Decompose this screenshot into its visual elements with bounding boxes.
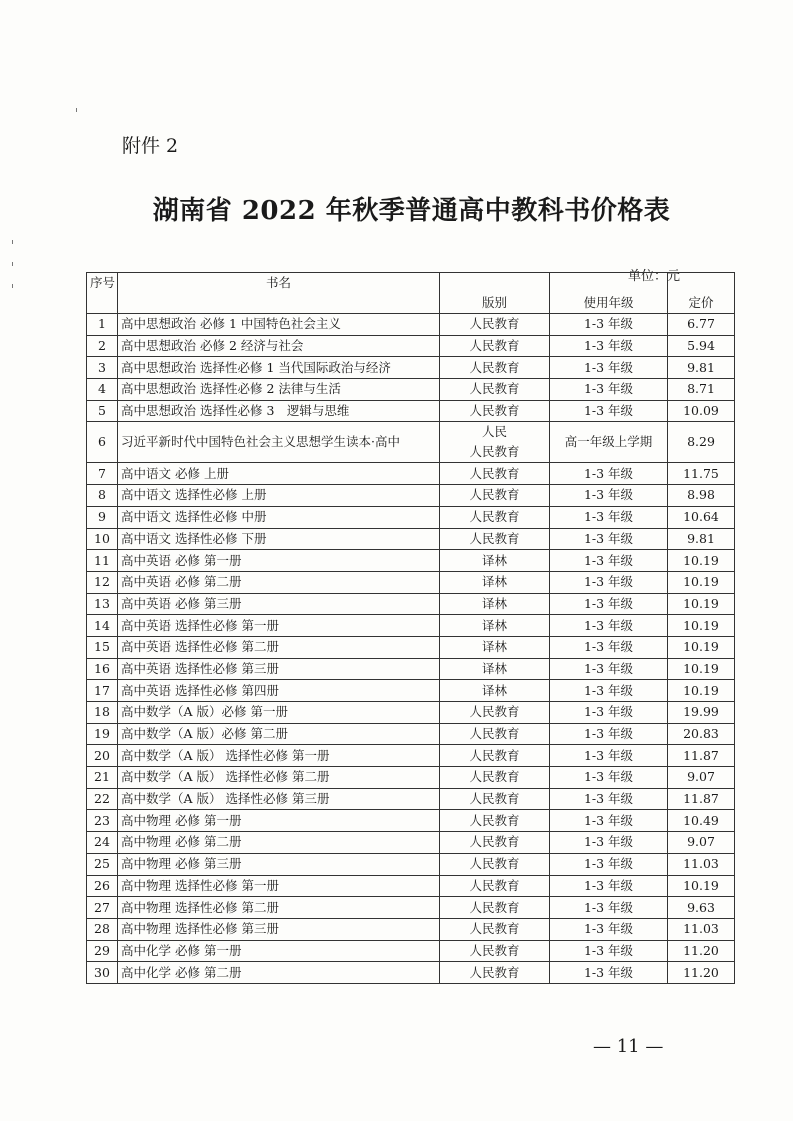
row-grade: 1-3 年级 <box>550 550 668 572</box>
row-no: 30 <box>87 962 118 984</box>
row-no: 11 <box>87 550 118 572</box>
row-name: 高中物理 必修 第二册 <box>118 832 440 854</box>
header-no: 序号 <box>87 273 118 314</box>
row-publisher: 人民教育 <box>440 788 550 810</box>
row-price: 11.75 <box>668 463 735 485</box>
row-grade: 1-3 年级 <box>550 810 668 832</box>
row-no: 16 <box>87 658 118 680</box>
row-name: 高中物理 选择性必修 第一册 <box>118 875 440 897</box>
scan-mark <box>76 108 77 112</box>
row-grade: 1-3 年级 <box>550 940 668 962</box>
table-row <box>87 357 735 379</box>
row-name: 高中语文 选择性必修 上册 <box>118 485 440 507</box>
row-no: 6 <box>87 422 118 463</box>
row-grade: 1-3 年级 <box>550 918 668 940</box>
table-header-row <box>87 273 735 314</box>
row-publisher: 人民教育 <box>440 485 550 507</box>
row-publisher: 人民教育 <box>440 379 550 401</box>
row-price: 11.03 <box>668 918 735 940</box>
row-price: 11.20 <box>668 940 735 962</box>
table-row <box>87 379 735 401</box>
row-grade: 1-3 年级 <box>550 636 668 658</box>
row-name: 高中语文 选择性必修 下册 <box>118 528 440 550</box>
row-price: 10.64 <box>668 506 735 528</box>
row-no: 18 <box>87 702 118 724</box>
row-publisher: 译林 <box>440 636 550 658</box>
row-name: 高中英语 选择性必修 第三册 <box>118 658 440 680</box>
row-no: 27 <box>87 897 118 919</box>
row-publisher: 人民教育 <box>440 962 550 984</box>
row-grade: 1-3 年级 <box>550 400 668 422</box>
row-name: 高中英语 选择性必修 第一册 <box>118 615 440 637</box>
table-row <box>87 810 735 832</box>
table-row <box>87 463 735 485</box>
row-price: 6.77 <box>668 314 735 336</box>
row-price: 10.19 <box>668 875 735 897</box>
row-price: 10.19 <box>668 571 735 593</box>
table-row <box>87 593 735 615</box>
row-publisher: 人民教育 <box>440 875 550 897</box>
header-price: 定价 <box>668 273 735 314</box>
row-no: 4 <box>87 379 118 401</box>
row-name: 高中数学（A 版） 选择性必修 第三册 <box>118 788 440 810</box>
table-row <box>87 940 735 962</box>
table-row <box>87 832 735 854</box>
table-row <box>87 680 735 702</box>
row-price: 8.71 <box>668 379 735 401</box>
price-table <box>86 272 735 984</box>
row-price: 9.07 <box>668 767 735 789</box>
row-no: 24 <box>87 832 118 854</box>
row-name: 高中数学（A 版）必修 第一册 <box>118 702 440 724</box>
row-publisher: 译林 <box>440 550 550 572</box>
table-row <box>87 723 735 745</box>
table-row <box>87 335 735 357</box>
row-no: 21 <box>87 767 118 789</box>
row-no: 2 <box>87 335 118 357</box>
row-publisher: 人民教育 <box>440 314 550 336</box>
row-name: 高中数学（A 版） 选择性必修 第一册 <box>118 745 440 767</box>
row-grade: 1-3 年级 <box>550 528 668 550</box>
row-no: 10 <box>87 528 118 550</box>
row-price: 10.19 <box>668 636 735 658</box>
row-publisher: 人民教育 <box>440 767 550 789</box>
scan-mark <box>12 284 13 288</box>
row-no: 12 <box>87 571 118 593</box>
row-name: 高中语文 选择性必修 中册 <box>118 506 440 528</box>
unit-label: 单位：元 <box>628 269 681 284</box>
row-grade: 1-3 年级 <box>550 335 668 357</box>
row-publisher: 译林 <box>440 571 550 593</box>
row-price: 8.98 <box>668 485 735 507</box>
row-publisher: 人民教育 <box>440 810 550 832</box>
row-grade: 1-3 年级 <box>550 680 668 702</box>
row-name: 高中英语 选择性必修 第四册 <box>118 680 440 702</box>
table-row <box>87 615 735 637</box>
row-no: 5 <box>87 400 118 422</box>
row-no: 13 <box>87 593 118 615</box>
table-row <box>87 528 735 550</box>
table-row <box>87 875 735 897</box>
table-row <box>87 550 735 572</box>
row-price: 8.29 <box>668 422 735 463</box>
row-no: 17 <box>87 680 118 702</box>
table-row <box>87 506 735 528</box>
row-name: 高中思想政治 选择性必修 3 逻辑与思维 <box>118 400 440 422</box>
row-name: 高中数学（A 版）必修 第二册 <box>118 723 440 745</box>
row-price: 10.19 <box>668 550 735 572</box>
row-grade: 1-3 年级 <box>550 658 668 680</box>
table-row <box>87 853 735 875</box>
row-publisher: 人民教育 <box>440 832 550 854</box>
row-publisher: 人民教育 <box>440 463 550 485</box>
row-publisher: 人民教育 <box>440 528 550 550</box>
row-no: 29 <box>87 940 118 962</box>
row-price: 10.19 <box>668 680 735 702</box>
row-price: 10.09 <box>668 400 735 422</box>
table-row <box>87 918 735 940</box>
row-publisher: 译林 <box>440 658 550 680</box>
table-row <box>87 897 735 919</box>
row-price: 11.20 <box>668 962 735 984</box>
page-number: — 11 — <box>593 1036 664 1057</box>
row-no: 14 <box>87 615 118 637</box>
row-grade: 1-3 年级 <box>550 875 668 897</box>
row-publisher: 译林 <box>440 615 550 637</box>
row-price: 11.03 <box>668 853 735 875</box>
row-name: 高中化学 必修 第一册 <box>118 940 440 962</box>
row-publisher: 人民教育 <box>440 940 550 962</box>
row-name: 高中物理 选择性必修 第三册 <box>118 918 440 940</box>
row-no: 22 <box>87 788 118 810</box>
table-row <box>87 788 735 810</box>
header-publisher: 版别 <box>440 273 550 314</box>
row-name: 高中语文 必修 上册 <box>118 463 440 485</box>
row-name: 高中物理 必修 第三册 <box>118 853 440 875</box>
row-publisher: 人民教育 <box>440 918 550 940</box>
row-publisher: 人民教育 <box>440 702 550 724</box>
row-price: 19.99 <box>668 702 735 724</box>
row-grade: 1-3 年级 <box>550 593 668 615</box>
table-row <box>87 485 735 507</box>
row-name: 高中思想政治 必修 1 中国特色社会主义 <box>118 314 440 336</box>
row-publisher: 人民教育 <box>440 853 550 875</box>
row-publisher: 人民教育 <box>440 723 550 745</box>
row-publisher: 人民教育 <box>440 335 550 357</box>
row-publisher: 人民教育 <box>440 357 550 379</box>
row-grade: 1-3 年级 <box>550 379 668 401</box>
row-price: 10.19 <box>668 615 735 637</box>
row-publisher: 人民教育 <box>440 506 550 528</box>
row-grade: 1-3 年级 <box>550 485 668 507</box>
row-grade: 1-3 年级 <box>550 745 668 767</box>
row-name: 高中数学（A 版） 选择性必修 第二册 <box>118 767 440 789</box>
row-price: 20.83 <box>668 723 735 745</box>
row-name: 高中物理 必修 第一册 <box>118 810 440 832</box>
row-publisher <box>440 422 550 463</box>
row-grade: 1-3 年级 <box>550 767 668 789</box>
row-grade: 1-3 年级 <box>550 615 668 637</box>
row-name: 高中英语 必修 第三册 <box>118 593 440 615</box>
row-publisher-line2: 人民教育 <box>469 444 520 460</box>
table-row <box>87 702 735 724</box>
table-row <box>87 314 735 336</box>
row-name: 习近平新时代中国特色社会主义思想学生读本·高中 <box>118 422 440 463</box>
row-publisher: 人民教育 <box>440 745 550 767</box>
row-grade: 1-3 年级 <box>550 962 668 984</box>
row-grade: 1-3 年级 <box>550 463 668 485</box>
table-row <box>87 745 735 767</box>
row-no: 23 <box>87 810 118 832</box>
row-grade: 1-3 年级 <box>550 314 668 336</box>
row-price: 10.49 <box>668 810 735 832</box>
row-grade: 1-3 年级 <box>550 571 668 593</box>
row-no: 1 <box>87 314 118 336</box>
page-title: 湖南省 2022 年秋季普通高中教科书价格表 <box>152 196 671 226</box>
row-no: 28 <box>87 918 118 940</box>
row-name: 高中英语 必修 第一册 <box>118 550 440 572</box>
row-price: 5.94 <box>668 335 735 357</box>
row-publisher: 译林 <box>440 680 550 702</box>
table-row <box>87 636 735 658</box>
row-grade: 1-3 年级 <box>550 506 668 528</box>
table-row <box>87 962 735 984</box>
row-price: 10.19 <box>668 593 735 615</box>
row-no: 9 <box>87 506 118 528</box>
row-price: 9.81 <box>668 528 735 550</box>
row-name: 高中思想政治 选择性必修 1 当代国际政治与经济 <box>118 357 440 379</box>
row-no: 20 <box>87 745 118 767</box>
row-price: 10.19 <box>668 658 735 680</box>
row-publisher: 人民教育 <box>440 400 550 422</box>
row-price: 9.07 <box>668 832 735 854</box>
row-price: 11.87 <box>668 745 735 767</box>
row-grade: 1-3 年级 <box>550 702 668 724</box>
table-body <box>87 314 735 984</box>
row-grade: 1-3 年级 <box>550 357 668 379</box>
row-no: 3 <box>87 357 118 379</box>
row-grade: 1-3 年级 <box>550 897 668 919</box>
row-name: 高中思想政治 必修 2 经济与社会 <box>118 335 440 357</box>
header-name: 书名 <box>118 273 440 314</box>
row-price: 11.87 <box>668 788 735 810</box>
header-grade: 使用年级 <box>550 273 668 314</box>
row-price: 9.81 <box>668 357 735 379</box>
row-grade: 1-3 年级 <box>550 832 668 854</box>
row-publisher: 人民教育 <box>440 897 550 919</box>
scan-mark <box>12 262 13 266</box>
row-no: 8 <box>87 485 118 507</box>
row-grade: 1-3 年级 <box>550 723 668 745</box>
row-publisher-line1: 人民 <box>481 424 507 440</box>
table-row <box>87 658 735 680</box>
table-row <box>87 571 735 593</box>
row-no: 19 <box>87 723 118 745</box>
row-name: 高中化学 必修 第二册 <box>118 962 440 984</box>
row-price: 9.63 <box>668 897 735 919</box>
row-grade: 1-3 年级 <box>550 788 668 810</box>
attachment-label: 附件 2 <box>122 135 179 157</box>
row-grade: 高一年级上学期 <box>550 422 668 463</box>
row-name: 高中英语 必修 第二册 <box>118 571 440 593</box>
row-grade: 1-3 年级 <box>550 853 668 875</box>
row-name: 高中物理 选择性必修 第二册 <box>118 897 440 919</box>
row-no: 25 <box>87 853 118 875</box>
row-name: 高中英语 选择性必修 第二册 <box>118 636 440 658</box>
table-row <box>87 422 735 463</box>
row-no: 26 <box>87 875 118 897</box>
row-no: 7 <box>87 463 118 485</box>
row-name: 高中思想政治 选择性必修 2 法律与生活 <box>118 379 440 401</box>
row-no: 15 <box>87 636 118 658</box>
scan-mark <box>12 240 13 244</box>
table-row <box>87 400 735 422</box>
row-publisher: 译林 <box>440 593 550 615</box>
table-row <box>87 767 735 789</box>
